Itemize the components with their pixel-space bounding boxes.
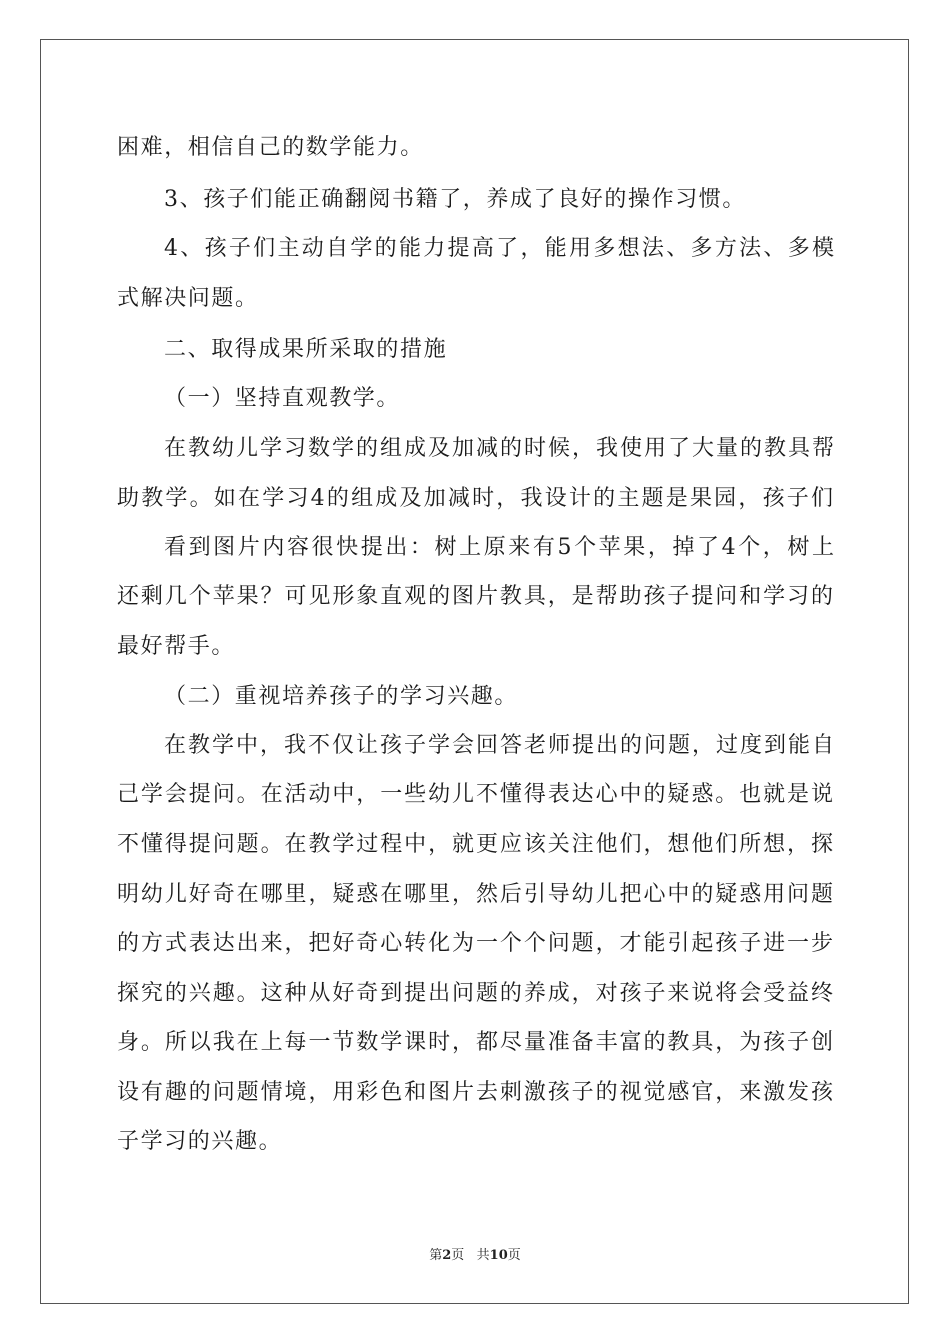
text-line: 3、孩子们能正确翻阅书籍了，养成了良好的操作习惯。 [164,187,746,212]
text-line: 设有趣的问题情境，用彩色和图片去刺激孩子的视觉感官，来激发孩 [117,1080,833,1105]
page-footer [0,1246,950,1266]
footer-middle: 页 共 [451,1248,490,1263]
text-line: 困难，相信自己的数学能力。 [117,135,424,160]
text-line: 看到图片内容很快提出：树上原来有5个苹果，掉了4个，树上 [164,535,834,560]
text-line: 的方式表达出来，把好奇心转化为一个个问题，才能引起孩子进一步 [117,931,833,956]
subsection-heading: （二）重视培养孩子的学习兴趣。 [164,684,519,709]
text-line: 在教学中，我不仅让孩子学会回答老师提出的问题，过度到能自 [164,733,834,758]
footer-total-pages: 10 [489,1248,508,1263]
text-line: 最好帮手。 [117,634,236,659]
footer-prefix: 第 [429,1248,443,1263]
text-line: 探究的兴趣。这种从好奇到提出问题的养成，对孩子来说将会受益终 [117,981,833,1006]
text-line: 明幼儿好奇在哪里，疑惑在哪里，然后引导幼儿把心中的疑惑用问题 [117,882,833,907]
footer-page-number: 2 [442,1248,452,1263]
text-line: 还剩几个苹果？可见形象直观的图片教具，是帮助孩子提问和学习的 [117,584,833,609]
footer-suffix: 页 [507,1248,521,1263]
section-heading: 二、取得成果所采取的措施 [164,337,448,362]
text-line: 己学会提问。在活动中，一些幼儿不懂得表达心中的疑惑。也就是说 [117,782,833,807]
subsection-heading: （一）坚持直观教学。 [164,386,401,411]
text-line: 助教学。如在学习4的组成及加减时，我设计的主题是果园，孩子们 [117,486,833,511]
text-line: 在教幼儿学习数学的组成及加减的时候，我使用了大量的教具帮 [164,436,834,461]
text-line: 子学习的兴趣。 [117,1129,283,1154]
text-line: 身。所以我在上每一节数学课时，都尽量准备丰富的教具，为孩子创 [117,1030,833,1055]
text-line: 4、孩子们主动自学的能力提高了，能用多想法、多方法、多模 [164,236,834,261]
page-border [40,39,909,1304]
text-line: 不懂得提问题。在教学过程中，就更应该关注他们，想他们所想，探 [117,832,833,857]
text-line: 式解决问题。 [117,286,259,311]
